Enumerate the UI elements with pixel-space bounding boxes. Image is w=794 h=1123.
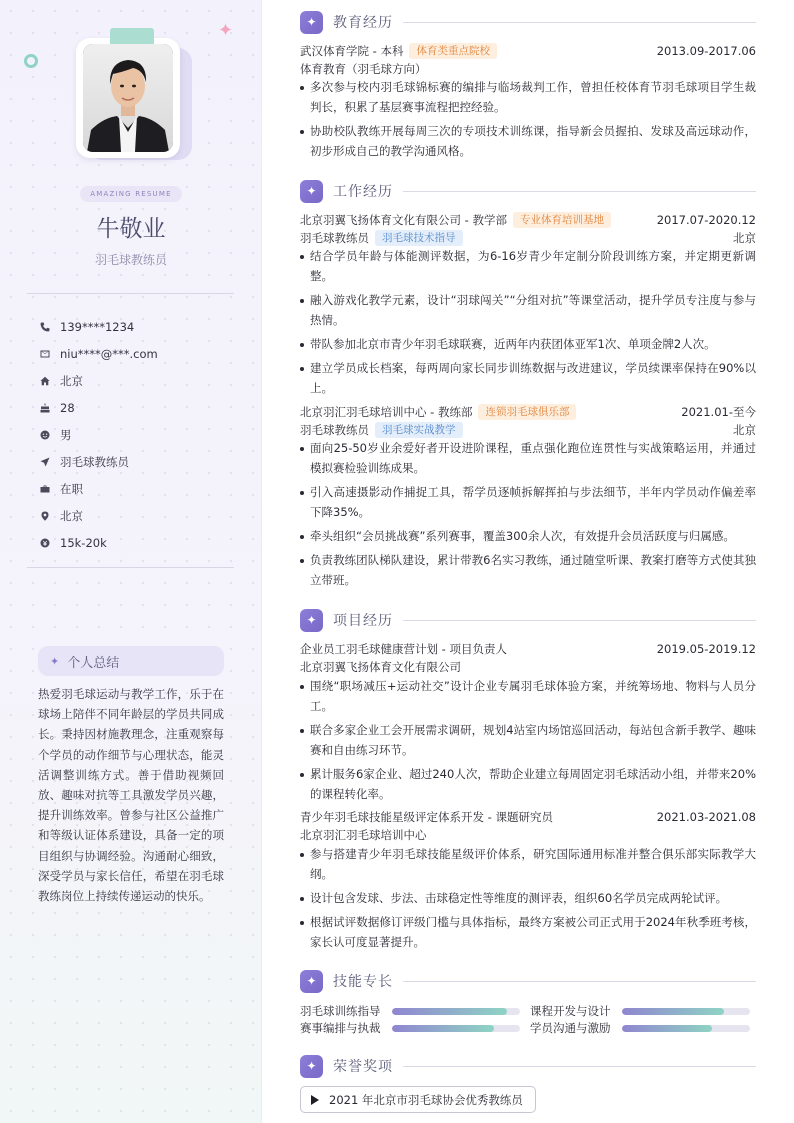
home-icon (40, 376, 60, 386)
info-row-status (40, 475, 240, 502)
skill-level-fill (392, 1008, 507, 1015)
section-header-skills (300, 969, 756, 993)
location-text: 北京 (60, 508, 83, 523)
list-item: 根据试评数据修订评级门槛与具体指标，最终方案被公司正式用于2024年秋季班考核，家长认可度显著提升。 (300, 913, 756, 952)
list-item: 设计包含发球、步法、击球稳定性等维度的测评表，组织60名学员完成两轮试评。 (300, 889, 756, 909)
position-tag: 羽毛球实战教学 (375, 422, 463, 438)
position-text: 羽毛球教练员 (300, 231, 369, 245)
job-city: 北京 (733, 423, 756, 437)
list-item: 结合学员年龄与体能测评数据，为6-16岁青少年定制分阶段训练方案，并定期更新调整。 (300, 247, 756, 286)
info-row-salary (40, 529, 240, 556)
candidate-name: 牛敬业 (96, 216, 166, 242)
list-item: 带队参加北京市青少年羽毛球联赛，近两年内获团体亚军1次、单项金牌2人次。 (300, 335, 756, 355)
project-name: 企业员工羽毛球健康营计划 - 项目负责人 (300, 642, 507, 656)
section-header-honors (300, 1054, 756, 1078)
list-item: 参与搭建青少年羽毛球技能星级评价体系，研究国际通用标准并整合俱乐部实际教学大纲。 (300, 845, 756, 884)
school-name: 武汉体育学院 - 本科 (300, 44, 404, 58)
skill-bar (392, 1025, 520, 1032)
divider (403, 620, 756, 621)
location-pin-icon (40, 511, 60, 521)
project-period: 2019.05-2019.12 (656, 642, 756, 656)
gender-icon (40, 430, 60, 440)
section-header-projects (300, 608, 756, 632)
skill-level-fill (622, 1025, 712, 1032)
list-item: 建立学员成长档案，每两周向家长同步训练数据与改进建议，学员续课率保持在90%以上。 (300, 359, 756, 398)
sparkle-icon: ✦ (300, 970, 323, 993)
decorative-ring-icon (24, 54, 38, 68)
skill-item (530, 1019, 750, 1037)
list-item: 协助校队教练开展每周三次的专项技术训练课，指导新会员握拍、发球及高远球动作，初步形成自己的教学沟通风格。 (300, 122, 756, 161)
sidebar (0, 0, 262, 1123)
skill-item (300, 1019, 520, 1037)
skill-name: 羽毛球训练指导 (300, 1004, 381, 1018)
education-period: 2013.09-2017.06 (656, 44, 756, 58)
major-text: 体育教育（羽毛球方向） (300, 62, 427, 76)
list-item: 面向25-50岁业余爱好者开设进阶课程，重点强化跑位连贯性与实战策略运用，并通过模拟赛检验训练成果。 (300, 439, 756, 478)
skill-bar (622, 1008, 750, 1015)
company-name: 北京羽翼飞扬体育文化有限公司 - 教学部 (300, 213, 507, 227)
salary-text: 15k-20k (60, 535, 107, 550)
project-org-row (300, 658, 756, 676)
job-header-row (300, 403, 756, 421)
profile-photo-card (76, 38, 186, 160)
summary-text: 热爱羽毛球运动与教学工作，乐于在球场上陪伴不同年龄层的学员共同成长。秉持因材施教理念，注重观察每个学员的动作细节与心理状态，能灵活调整训练方式。善于借助视频回放、趣味对抗等工具激发学员兴趣，提升训练效率。曾参与社区公益推广和等级认证体系建设，具备一定的项目组织与协调经验。沟通耐心细致，深受学员与家长信任，希望在羽毛球教练岗位上持续传递运动的快乐。 (38, 687, 224, 904)
project-org-row (300, 826, 756, 844)
salary-icon (40, 538, 60, 548)
section-title: 荣誉奖项 (333, 1059, 393, 1075)
gender-text: 男 (60, 427, 72, 442)
section-title: 技能专长 (333, 974, 393, 990)
info-row-age (40, 394, 240, 421)
project-header-row (300, 808, 756, 826)
education-major-row (300, 60, 756, 78)
project-name: 青少年羽毛球技能星级评定体系开发 - 课题研究员 (300, 810, 553, 824)
divider (403, 981, 756, 982)
skill-bar (622, 1025, 750, 1032)
position-tag: 羽毛球技术指导 (375, 230, 463, 246)
project-period: 2021.03-2021.08 (656, 810, 756, 824)
company-badge: 专业体育培训基地 (513, 212, 611, 228)
list-item: 围绕“职场减压+运动社交”设计企业专属羽毛球体验方案，并统筹场地、物料与人员分工。 (300, 677, 756, 716)
email-text: niu****@***.com (60, 346, 158, 361)
job-header-row (300, 211, 756, 229)
sparkle-icon: ✦ (300, 11, 323, 34)
job-city: 北京 (733, 231, 756, 245)
info-row-city (40, 367, 240, 394)
avatar (83, 44, 173, 152)
info-row-phone (40, 313, 240, 340)
skill-item (300, 1002, 520, 1020)
position-text: 羽毛球教练员 (300, 423, 369, 437)
list-item: 联合多家企业工会开展需求调研，规划4站室内场馆巡回活动，每站包含新手教学、趣味赛和自由练习环节。 (300, 721, 756, 760)
info-row-email (40, 340, 240, 367)
section-header-education (300, 10, 756, 34)
project-org: 北京羽汇羽毛球培训中心 (300, 828, 427, 842)
divider (403, 191, 756, 192)
sparkle-icon: ✦ (300, 609, 323, 632)
mail-icon (40, 349, 60, 359)
company-badge: 连锁羽毛球俱乐部 (478, 404, 576, 420)
list-item: 累计服务6家企业、超过240人次，帮助企业建立每周固定羽毛球活动小组，并带来20%的课程转化率。 (300, 765, 756, 804)
divider (403, 1066, 756, 1067)
divider (27, 293, 234, 294)
summary-title: 个人总结 (67, 655, 120, 671)
phone-icon (40, 322, 60, 332)
city-text: 北京 (60, 373, 83, 388)
send-icon (40, 457, 60, 467)
section-title: 教育经历 (333, 15, 393, 31)
resume-tagline: AMAZING RESUME (80, 186, 182, 202)
divider (27, 567, 234, 568)
info-row-gender (40, 421, 240, 448)
section-title: 项目经历 (333, 613, 393, 629)
skill-item (530, 1002, 750, 1020)
section-title: 工作经历 (333, 184, 393, 200)
list-item: 引入高速摄影动作捕捉工具，帮学员逐帧拆解挥拍与步法细节，半年内学员动作偏差率下降35%。 (300, 483, 756, 522)
job-period: 2017.07-2020.12 (656, 213, 756, 227)
info-row-location (40, 502, 240, 529)
section-header-work (300, 179, 756, 203)
skill-name: 赛事编排与执裁 (300, 1021, 381, 1035)
briefcase-icon (40, 484, 60, 494)
divider (403, 22, 756, 23)
age-text: 28 (60, 400, 75, 415)
sparkle-icon: ✦ (300, 1055, 323, 1078)
skill-level-fill (622, 1008, 724, 1015)
job-position-row (300, 229, 756, 247)
education-header-row (300, 42, 756, 60)
status-text: 在职 (60, 481, 83, 496)
info-row-target-role (40, 448, 240, 475)
school-badge: 体育类重点院校 (409, 43, 497, 59)
skill-bar (392, 1008, 520, 1015)
cake-icon (40, 403, 60, 413)
job-period: 2021.01-至今 (681, 405, 756, 419)
list-item: 负责教练团队梯队建设，累计带教6名实习教练，通过随堂听课、教案打磨等方式使其独立带班。 (300, 551, 756, 590)
sparkle-icon: ✦ (50, 654, 60, 668)
list-item: 多次参与校内羽毛球锦标赛的编排与临场裁判工作，曾担任校体育节羽毛球项目学生裁判长，积累了基层赛事流程把控经验。 (300, 78, 756, 117)
candidate-role: 羽毛球教练员 (94, 253, 167, 267)
sparkle-icon: ✦ (218, 20, 234, 41)
target-role-text: 羽毛球教练员 (60, 454, 129, 469)
award-text: 2021 年北京市羽毛球协会优秀教练员 (329, 1092, 523, 1107)
list-item: 融入游戏化教学元素，设计“羽球闯关”“分组对抗”等课堂活动，提升学员专注度与参与热情。 (300, 291, 756, 330)
company-name: 北京羽汇羽毛球培训中心 - 教练部 (300, 405, 473, 419)
job-position-row (300, 421, 756, 439)
skill-level-fill (392, 1025, 494, 1032)
play-triangle-icon (311, 1095, 319, 1105)
sparkle-icon: ✦ (300, 180, 323, 203)
phone-text: 139****1234 (60, 319, 135, 334)
skill-name: 课程开发与设计 (530, 1004, 611, 1018)
list-item: 牵头组织“会员挑战赛”系列赛事，覆盖300余人次，有效提升会员活跃度与归属感。 (300, 527, 756, 547)
award-item (300, 1086, 536, 1113)
contact-info-list (40, 313, 240, 556)
summary-header (38, 646, 224, 676)
project-header-row (300, 640, 756, 658)
project-org: 北京羽翼飞扬体育文化有限公司 (300, 660, 461, 674)
skill-name: 学员沟通与激励 (530, 1021, 611, 1035)
